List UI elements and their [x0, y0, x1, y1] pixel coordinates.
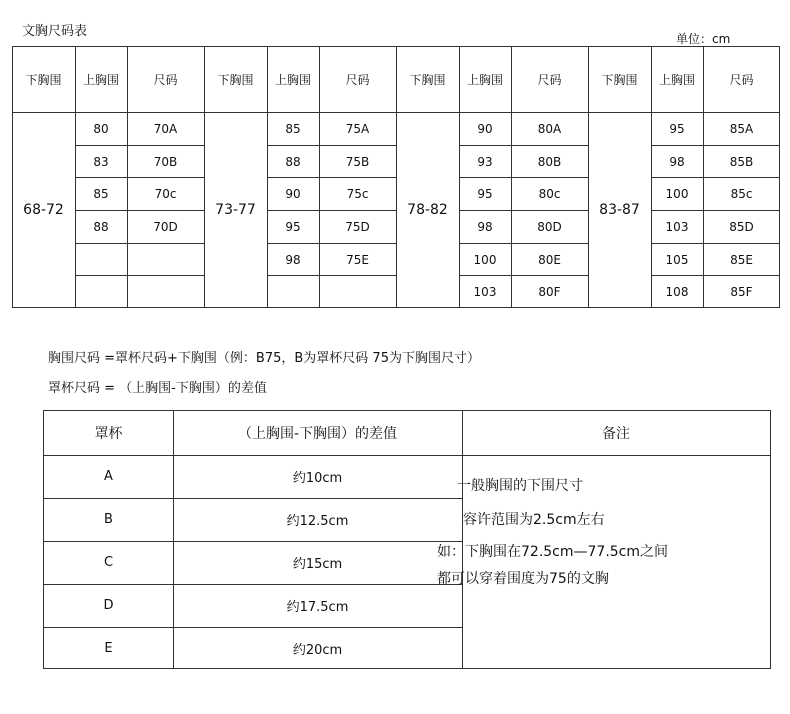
over-bust-value: 98 — [669, 154, 685, 169]
note-line: 一般胸围的下围尺寸 — [457, 478, 583, 494]
difference-value: 约17.5cm — [286, 600, 349, 615]
over-bust-value: 88 — [285, 154, 301, 169]
bra-size-value: 80c — [538, 186, 561, 201]
under-bust-range: 78-82 — [407, 202, 448, 218]
difference-value: 约15cm — [292, 557, 343, 572]
bra-size-value: 70c — [154, 186, 177, 201]
cup-table — [43, 410, 771, 669]
difference-value: 约10cm — [292, 471, 343, 486]
over-bust-value: 90 — [477, 121, 493, 136]
over-bust-value: 95 — [669, 121, 685, 136]
difference-value: 约20cm — [292, 643, 343, 658]
bra-size-value: 85B — [729, 154, 754, 169]
header-cup: 罩杯 — [94, 426, 123, 442]
difference-value: 约12.5cm — [286, 514, 349, 529]
over-bust-value: 85 — [285, 121, 301, 136]
over-bust-value: 90 — [285, 186, 301, 201]
bra-size-value: 75E — [346, 252, 369, 267]
cup-letter: D — [103, 598, 114, 613]
bra-size-value: 75D — [345, 219, 370, 234]
over-bust-value: 100 — [473, 252, 497, 267]
unit-label: 单位：cm — [676, 32, 731, 46]
bra-size-value: 85E — [730, 252, 753, 267]
over-bust-value: 85 — [93, 186, 109, 201]
header-difference: （上胸围-下胸围）的差值 — [237, 426, 398, 442]
bra-size-value: 85c — [730, 186, 753, 201]
formula-cup-size: 罩杯尺码 = （上胸围-下胸围）的差值 — [48, 381, 267, 396]
bra-size-value: 85A — [729, 121, 754, 136]
cup-letter: E — [104, 641, 113, 656]
over-bust-value: 105 — [665, 252, 689, 267]
bra-size-value: 75c — [346, 186, 369, 201]
header-over: 上胸围 — [466, 72, 503, 87]
bra-size-value: 85D — [729, 219, 754, 234]
cup-letter: C — [103, 555, 114, 570]
header-over: 上胸围 — [658, 72, 695, 87]
bra-size-value: 85F — [730, 284, 753, 299]
header-size: 尺码 — [729, 72, 754, 87]
over-bust-value: 103 — [473, 284, 497, 299]
bra-size-value: 80B — [537, 154, 562, 169]
over-bust-value: 80 — [93, 121, 109, 136]
header-size: 尺码 — [537, 72, 562, 87]
bra-size-value: 70A — [153, 121, 178, 136]
page-title: 文胸尺码表 — [22, 24, 88, 39]
bra-size-value: 75A — [345, 121, 370, 136]
header-size: 尺码 — [345, 72, 370, 87]
header-under: 下胸围 — [217, 72, 254, 87]
bra-size-value: 75B — [345, 154, 370, 169]
size-table — [12, 46, 780, 308]
over-bust-value: 100 — [665, 186, 689, 201]
note-line: 容许范围为2.5cm左右 — [463, 512, 605, 528]
bra-size-value: 80D — [537, 219, 562, 234]
bra-size-value: 70D — [153, 219, 178, 234]
over-bust-value: 98 — [477, 219, 493, 234]
note-line: 都可以穿着围度为75的文胸 — [437, 571, 609, 587]
over-bust-value: 93 — [477, 154, 493, 169]
header-over: 上胸围 — [82, 72, 119, 87]
header-under: 下胸围 — [25, 72, 62, 87]
row-divider — [75, 243, 204, 244]
header-notes: 备注 — [602, 426, 630, 442]
under-bust-range: 68-72 — [23, 202, 64, 218]
header-under: 下胸围 — [601, 72, 638, 87]
bra-size-value: 80A — [537, 121, 562, 136]
header-under: 下胸围 — [409, 72, 446, 87]
over-bust-value: 95 — [285, 219, 301, 234]
bra-size-value: 70B — [153, 154, 178, 169]
over-bust-value: 108 — [665, 284, 689, 299]
note-line: 如：下胸围在72.5cm—77.5cm之间 — [437, 544, 669, 560]
header-over: 上胸围 — [274, 72, 311, 87]
formula-bra-size: 胸围尺码 =罩杯尺码+下胸围（例：B75，B为罩杯尺码 75为下胸围尺寸） — [48, 351, 480, 366]
over-bust-value: 95 — [477, 186, 493, 201]
header-size: 尺码 — [153, 72, 178, 87]
bra-size-value: 80E — [538, 252, 561, 267]
under-bust-range: 83-87 — [599, 202, 640, 218]
over-bust-value: 83 — [93, 154, 109, 169]
row-divider — [75, 275, 204, 276]
cup-letter: B — [104, 512, 113, 527]
over-bust-value: 88 — [93, 219, 109, 234]
over-bust-value: 98 — [285, 252, 301, 267]
cup-letter: A — [104, 469, 113, 484]
under-bust-range: 73-77 — [215, 202, 256, 218]
bra-size-value: 80F — [538, 284, 561, 299]
over-bust-value: 103 — [665, 219, 689, 234]
